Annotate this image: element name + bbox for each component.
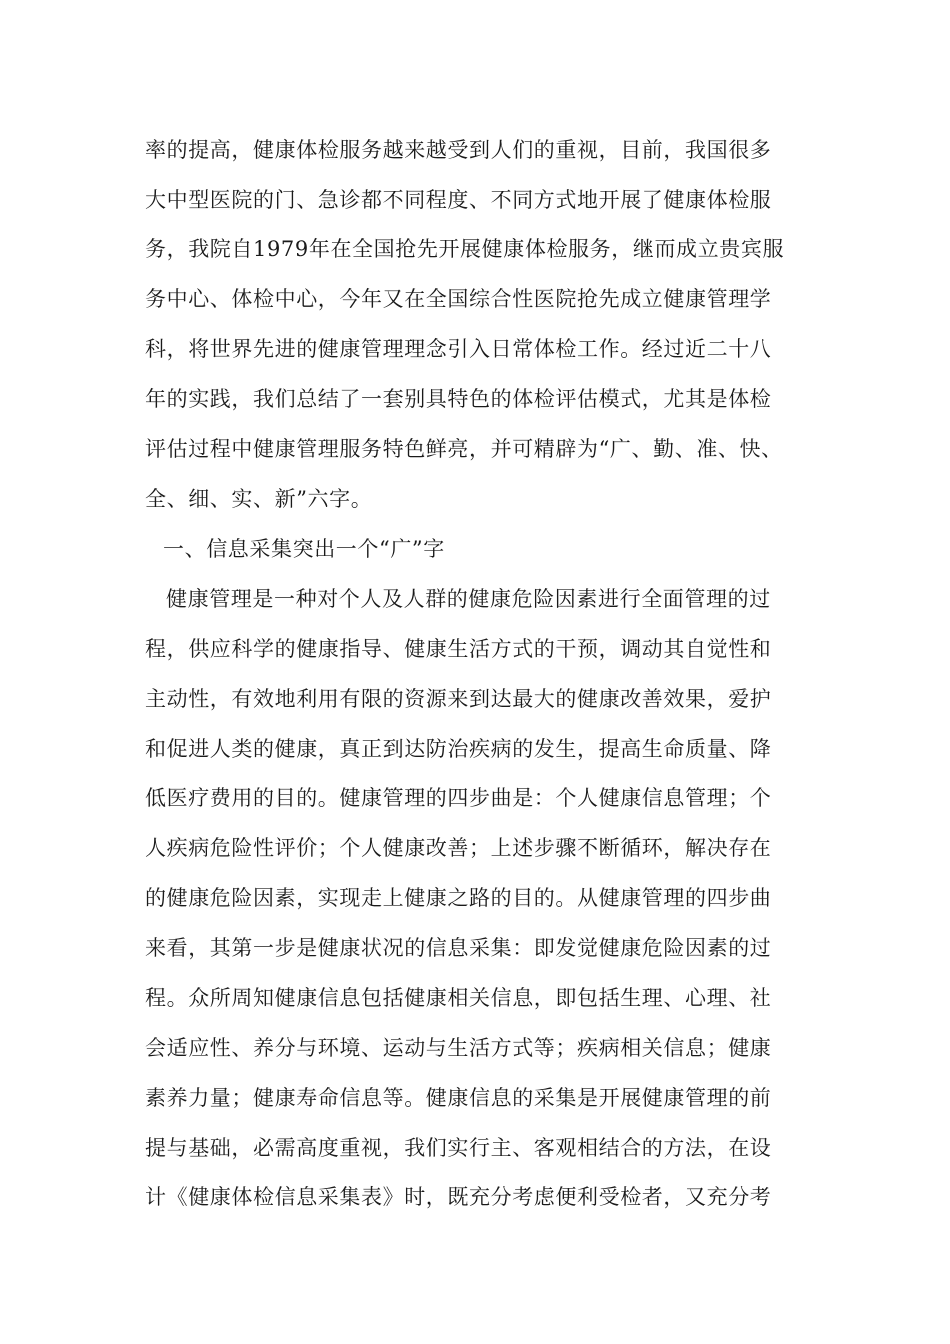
text-line: 素养力量；健康寿命信息等。健康信息的采集是开展健康管理的前	[145, 1086, 772, 1110]
text-line: 来看，其第一步是健康状况的信息采集：即发觉健康危险因素的过	[145, 936, 772, 960]
text-line: 务，我院自1979年在全国抢先开展健康体检服务，继而成立贵宾服	[145, 237, 785, 261]
text-line: 和促进人类的健康，真正到达防治疾病的发生，提高生命质量、降	[145, 737, 772, 761]
text-line: 大中型医院的门、急诊都不同程度、不同方式地开展了健康体检服	[145, 188, 772, 212]
text-line: 务中心、体检中心，今年又在全国综合性医院抢先成立健康管理学	[145, 287, 772, 311]
text-line: 会适应性、养分与环境、运动与生活方式等；疾病相关信息；健康	[145, 1036, 772, 1060]
text-line: 计《健康体检信息采集表》时，既充分考虑便利受检者，又充分考	[145, 1185, 772, 1209]
text-line: 全、细、实、新”六字。	[145, 487, 373, 511]
text-line: 低医疗费用的目的。健康管理的四步曲是：个人健康信息管理；个	[145, 786, 772, 810]
text-line: 人疾病危险性评价；个人健康改善；上述步骤不断循环，解决存在	[145, 836, 772, 860]
text-line: 程，供应科学的健康指导、健康生活方式的干预，调动其自觉性和	[145, 637, 772, 661]
text-line: 科，将世界先进的健康管理理念引入日常体检工作。经过近二十八	[145, 337, 772, 361]
text-line: 程。众所周知健康信息包括健康相关信息，即包括生理、心理、社	[145, 986, 772, 1010]
text-line: 的健康危险因素，实现走上健康之路的目的。从健康管理的四步曲	[145, 886, 772, 910]
text-line: 年的实践，我们总结了一套别具特色的体检评估模式，尤其是体检	[145, 387, 772, 411]
paragraph-first-line: 健康管理是一种对个人及人群的健康危险因素进行全面管理的过	[166, 587, 771, 611]
section-heading: 一、信息采集突出一个“广”字	[163, 537, 445, 561]
text-line: 评估过程中健康管理服务特色鲜亮，并可精辟为“广、勤、准、快、	[145, 437, 783, 461]
text-line: 提与基础，必需高度重视，我们实行主、客观相结合的方法，在设	[145, 1136, 772, 1160]
text-line: 率的提高，健康体检服务越来越受到人们的重视，目前，我国很多	[145, 138, 772, 162]
text-line: 主动性，有效地利用有限的资源来到达最大的健康改善效果，爱护	[145, 687, 772, 711]
